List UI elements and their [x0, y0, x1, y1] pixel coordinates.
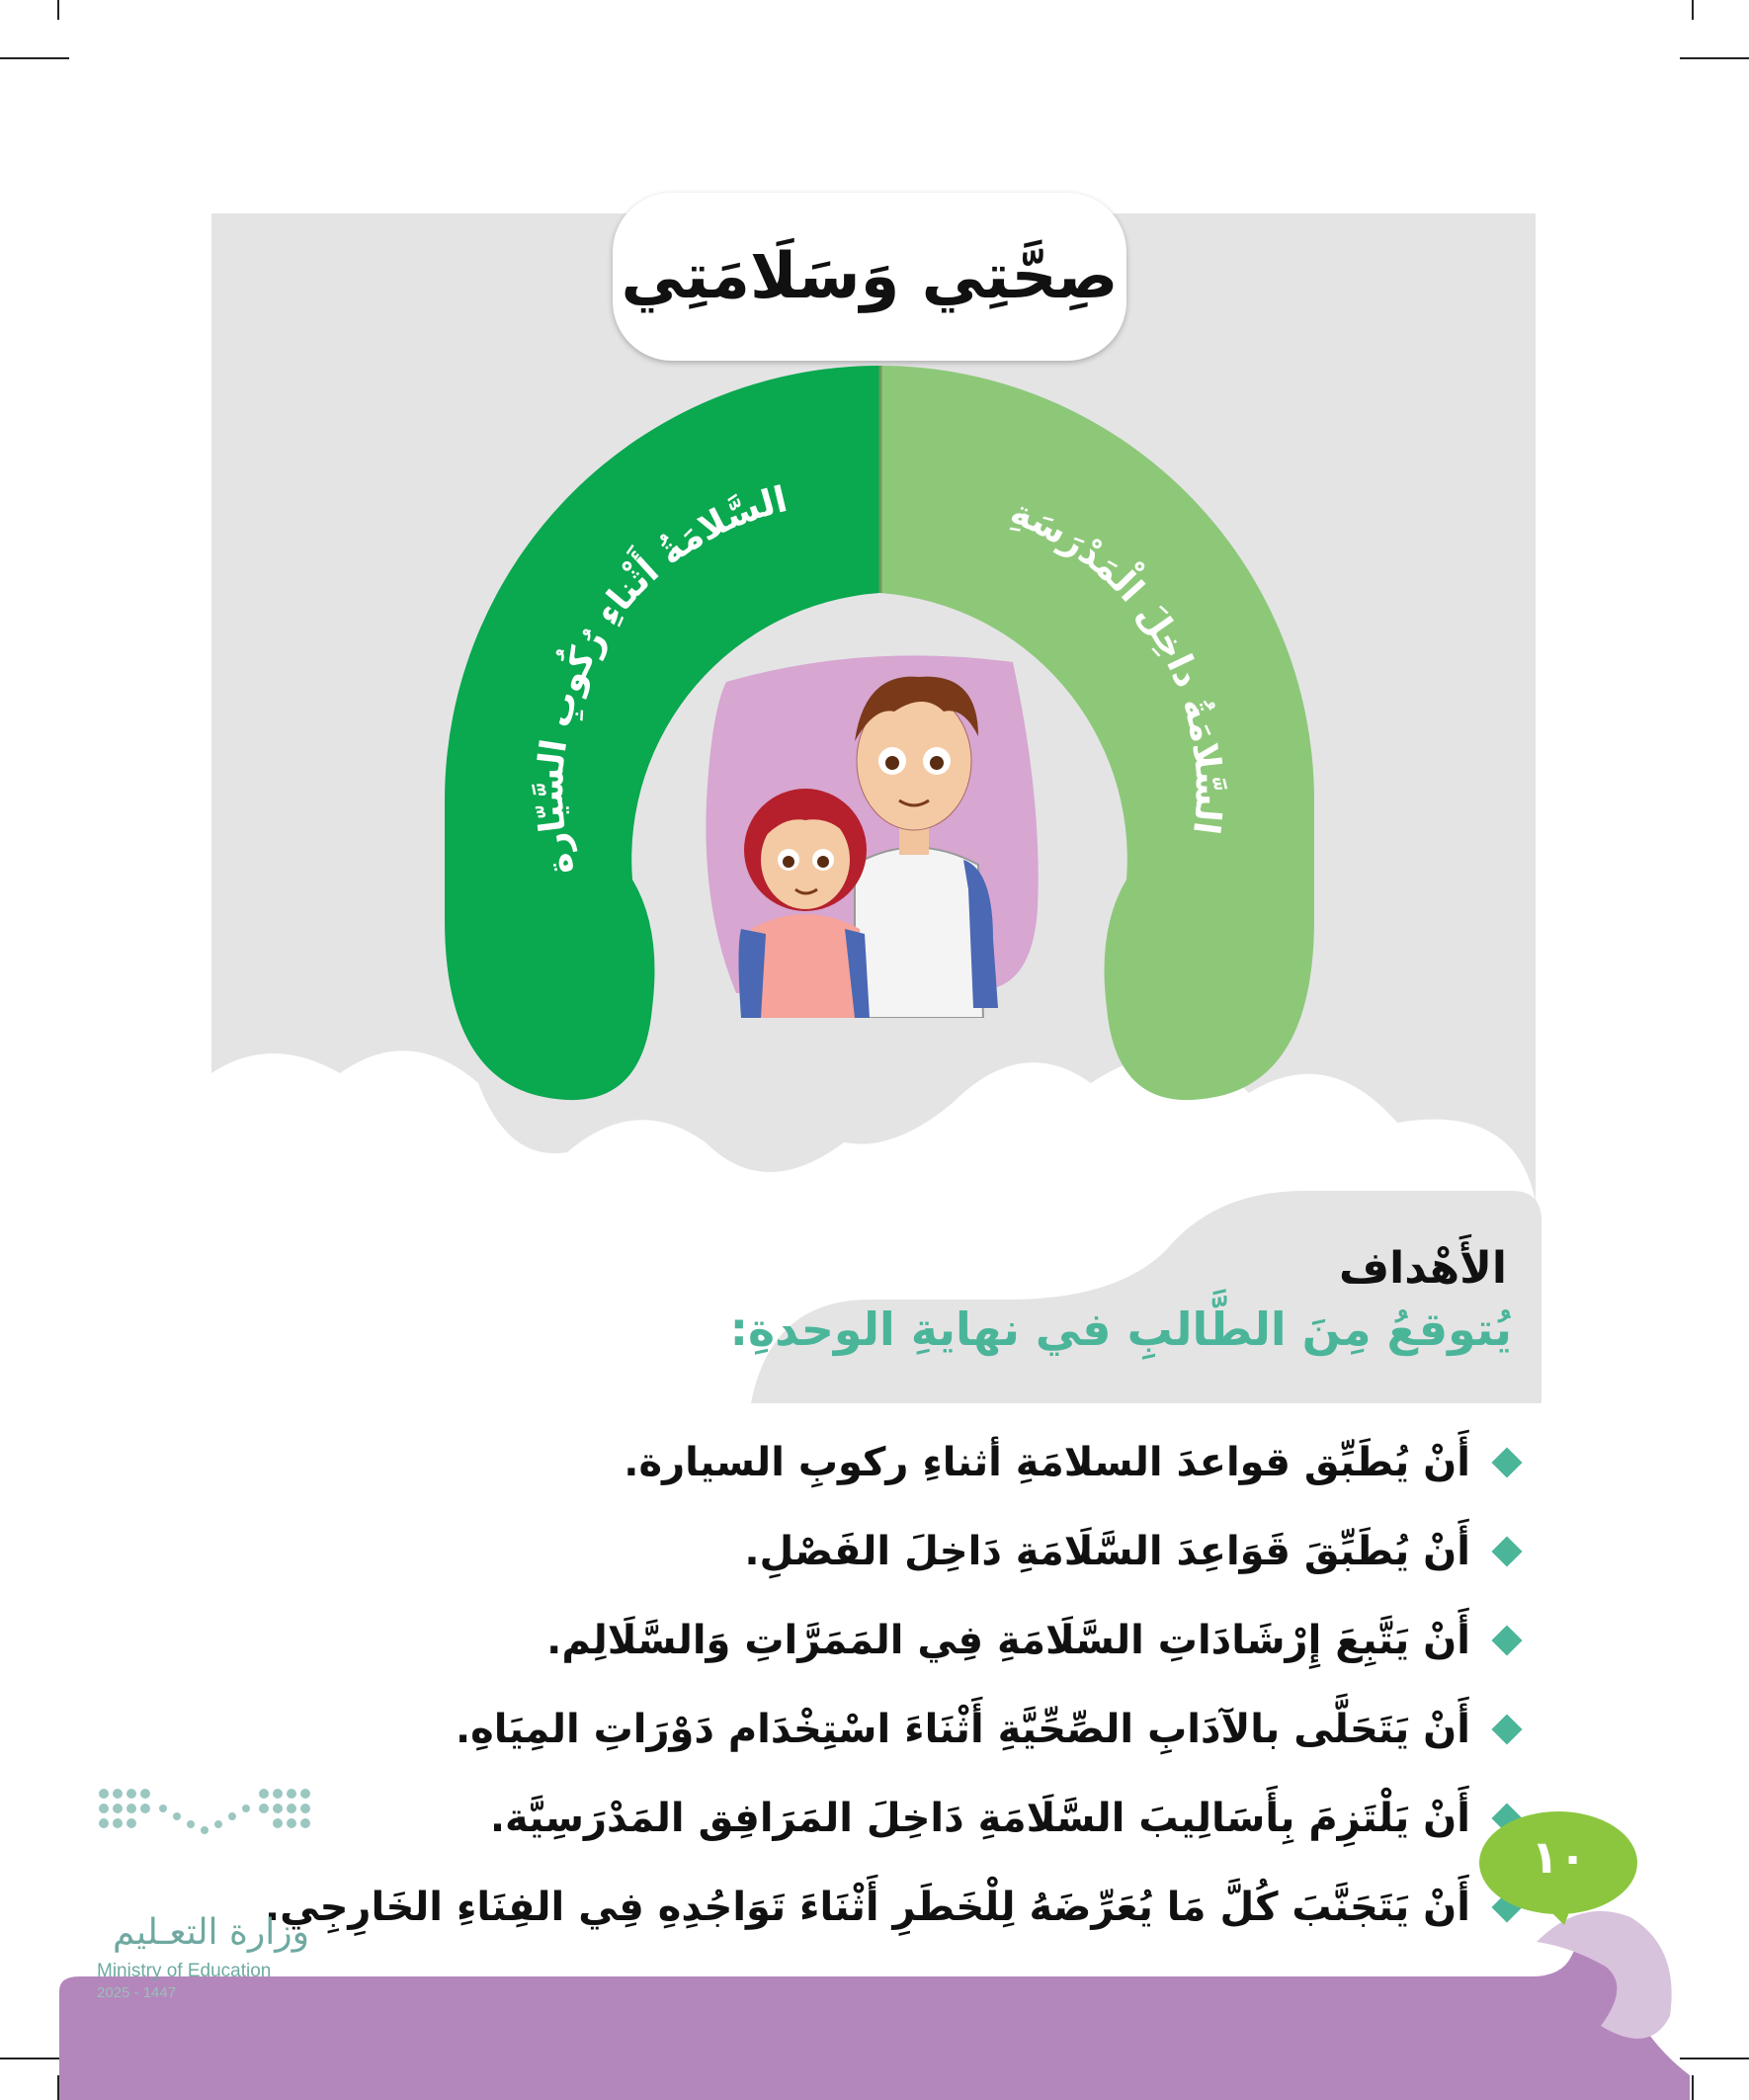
goal-text: أَنْ يُطَبِّق قواعدَ السلامَةِ أثناءِ ركوبِ السيارة.	[624, 1440, 1470, 1485]
goals-tab-background	[751, 1191, 1541, 1403]
page-number: ١٠	[1531, 1830, 1587, 1884]
diamond-bullet-icon	[1491, 1447, 1522, 1477]
crop-mark	[57, 0, 59, 20]
goal-text: أَنْ يَتَّبِعَ إِرْشَادَاتِ السَّلَامَةِ فِي المَمَرَّاتِ وَالسَّلَالِم.	[546, 1618, 1470, 1663]
diamond-bullet-icon	[1491, 1625, 1522, 1655]
goal-text: أَنْ يُطَبِّقَ قَوَاعِدَ السَّلَامَةِ دَاخِلَ الفَصْلِ.	[744, 1529, 1470, 1574]
goals-list	[237, 1418, 1522, 1952]
crop-mark	[1692, 0, 1694, 20]
list-item	[237, 1774, 1522, 1863]
section-left-label[interactable]: السَّلامَةُ أَثْناءِ رُكُوبِ السَّيّارة	[530, 479, 791, 880]
students-illustration	[697, 652, 1047, 1018]
goal-text: أَنْ يَتَجَنَّبَ كُلَّ مَا يُعَرِّضَهُ لِلْخَطَرِ أَثْنَاءَ تَوَاجُدِهِ فِي الفِنَاءِ الخَارِجِي.	[264, 1885, 1470, 1930]
goals-intro: يُتوقعُ مِنَ الطَّالبِ في نهايةِ الوحدةِ:	[729, 1302, 1512, 1356]
title-tab	[613, 193, 1126, 361]
goal-text: أَنْ يَلْتَزِمَ بِأَسَالِيبَ السَّلَامَةِ دَاخِلَ المَرَافِق المَدْرَسِيَّة.	[489, 1796, 1470, 1841]
ministry-year: 2025 - 1447	[97, 1984, 177, 2001]
crop-mark	[0, 57, 69, 59]
diamond-bullet-icon	[1491, 1714, 1522, 1744]
crop-mark	[1680, 57, 1749, 59]
goals-heading: الأَهْداف	[1339, 1243, 1507, 1294]
list-item	[237, 1685, 1522, 1774]
list-item	[237, 1418, 1522, 1507]
goal-text: أَنْ يَتَحَلَّى بالآدَابِ الصِّحِّيَّةِ أَثْنَاءَ اسْتِخْدَام دَوْرَاتِ المِيَاهِ.	[455, 1707, 1470, 1752]
diamond-bullet-icon	[1491, 1536, 1522, 1566]
ministry-name-arabic: وزارة التعـليم	[113, 1912, 309, 1953]
list-item	[237, 1507, 1522, 1596]
ministry-name-english: Ministry of Education	[97, 1961, 272, 1981]
section-right-label[interactable]: السَّلامَةُ داخِلَ الْمَدْرَسَةِ	[1004, 491, 1228, 837]
list-item	[237, 1596, 1522, 1685]
unit-title: صِحَّتِي وَسَلَامَتِي	[621, 240, 1119, 313]
